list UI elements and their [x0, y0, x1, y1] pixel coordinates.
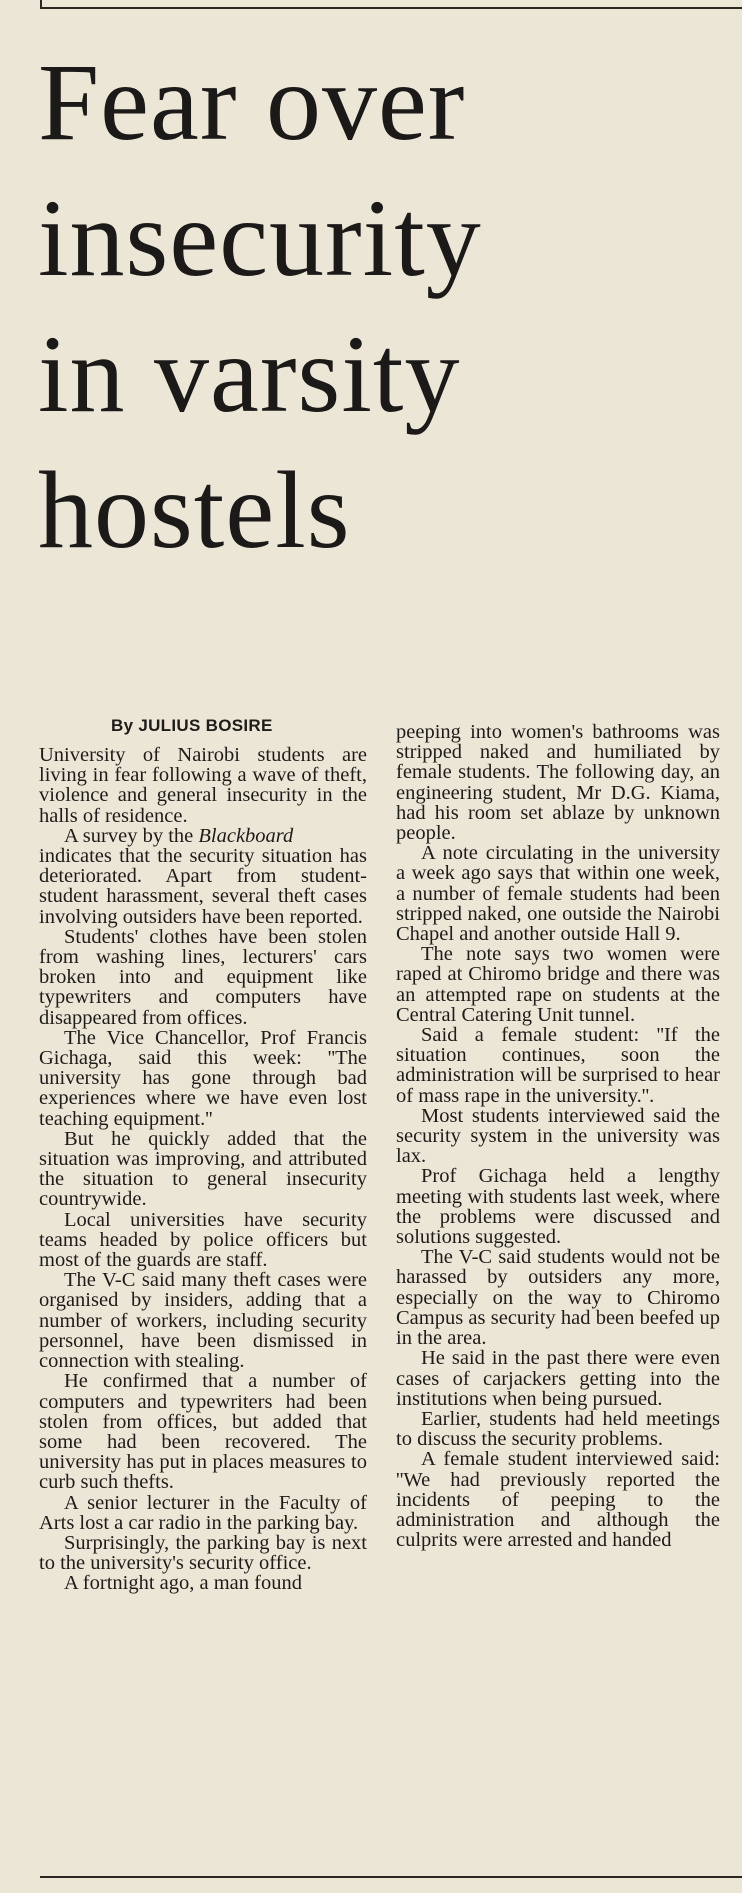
article-paragraph: The note says two women were raped at Chiromo bridge and there was an attempted rape on students at the Central Catering Unit tunnel.	[396, 943, 720, 1026]
article-paragraph: The V-C said students would not be harassed by outsiders any more, especially on the way to Chiromo Campus as security had been beefed up in the area.	[396, 1246, 720, 1350]
headline-line: in varsity	[38, 313, 461, 435]
headline-line: Fear over	[38, 41, 466, 163]
article-paragraph: Earlier, students had held meetings to discuss the security problems.	[396, 1407, 720, 1451]
border-rule-bottom	[40, 1876, 742, 1878]
byline: By JULIUS BOSIRE	[111, 716, 273, 735]
article-paragraph: A fortnight ago, a man found	[64, 1572, 302, 1595]
article-paragraph: Prof Gichaga held a lengthy meeting with students last week, where the problems were discussed and solutions suggested.	[396, 1165, 720, 1249]
article-paragraph: A senior lecturer in the Faculty of Arts lost a car radio in the parking bay.	[39, 1491, 367, 1534]
article-paragraph: peeping into women's bathrooms was stripped naked and humiliated by female students. The following day, an engineering student, Mr D.G. Kiama, had his room set ablaze by unknown people.	[396, 721, 720, 845]
article-paragraph: Said a female student: ''If the situation continues, soon the administration will be surprised to hear of mass rape in the university.''.	[396, 1024, 720, 1107]
headline-line: hostels	[38, 449, 351, 571]
publication-name: Blackboard	[198, 824, 294, 847]
article-paragraph: He confirmed that a number of computers and typewriters had been stolen from offices, but added that some had been recovered. The university has put in places measures to curb such thefts.	[39, 1370, 367, 1494]
article-paragraph	[39, 826, 367, 846]
headline-line: insecurity	[38, 177, 482, 299]
article-column-right	[396, 722, 720, 1550]
article-paragraph: Local universities have security teams headed by police officers but most of the guards are staff.	[39, 1208, 367, 1272]
article-paragraph: University of Nairobi students are living in fear following a wave of theft, violence and general insecurity in the halls of residence.	[39, 744, 367, 827]
article-paragraph: Most students interviewed said the security system in the university was lax.	[396, 1104, 720, 1168]
headline	[38, 34, 738, 578]
article-paragraph: But he quickly added that the situation was improving, and attributed the situation to general insecurity countrywide.	[39, 1127, 367, 1211]
article-paragraph: Surprisingly, the parking bay is next to the university's security office.	[39, 1531, 367, 1575]
article-paragraph: The Vice Chancellor, Prof Francis Gichaga, said this week: ''The university has gone through bad experiences where we have even lost teaching equipment.''	[39, 1026, 367, 1130]
article-paragraph: The V-C said many theft cases were organised by insiders, adding that a number of workers, including security personnel, have been dismissed in connection with stealing.	[39, 1269, 367, 1373]
article-paragraph: Students' clothes have been stolen from washing lines, lecturers' cars broken into and equipment like typewriters and computers have disappeared from offices.	[39, 925, 367, 1029]
article-column-left	[39, 716, 367, 1594]
border-rule-top	[40, 7, 742, 9]
article-paragraph: A female student interviewed said: ''We had previously reported the incidents of peeping to the administration and although the culprits were arrested and handed	[396, 1448, 720, 1552]
article-paragraph: indicates that the security situation has deteriorated. Apart from student-student harassment, several theft cases involving outsiders have been reported.	[39, 845, 367, 928]
article-paragraph: He said in the past there were even cases of carjackers getting into the institutions when being pursued.	[396, 1347, 720, 1410]
survey-intro-text: A survey by the	[64, 824, 199, 847]
article-paragraph: A note circulating in the university a week ago says that within one week, a number of female students had been stripped naked, one outside the Nairobi Chapel and another outside Hall 9.	[396, 842, 720, 946]
